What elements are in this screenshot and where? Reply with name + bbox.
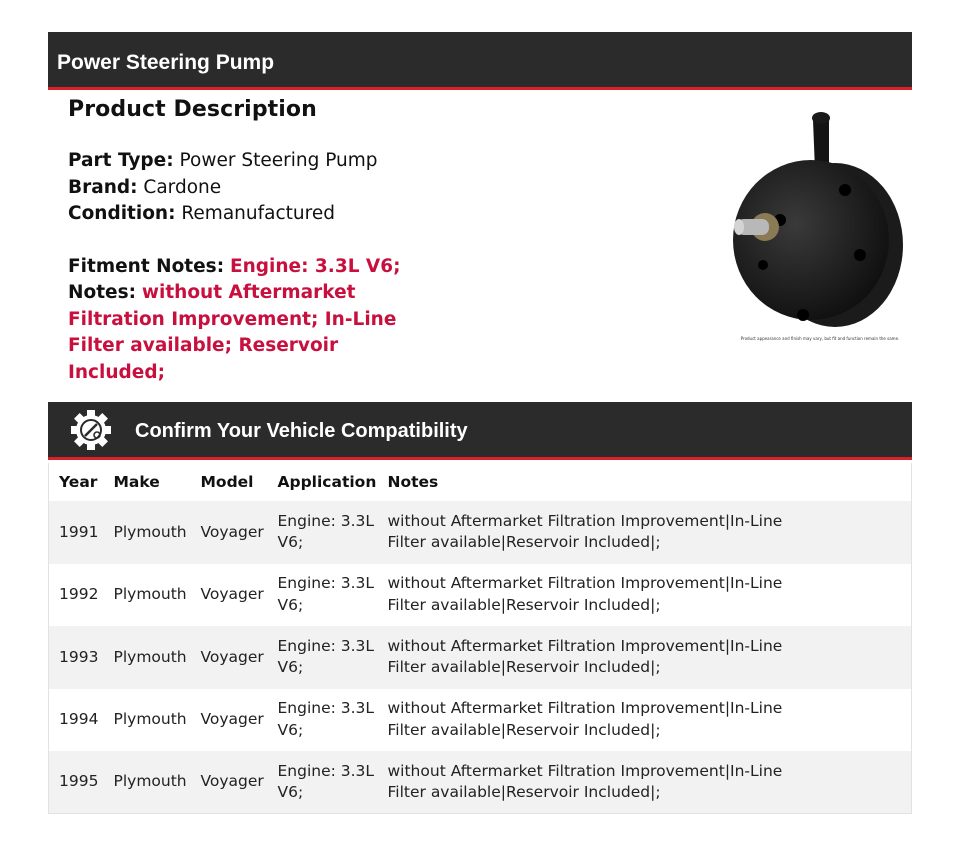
condition-row [68,201,668,228]
cell-make: Plymouth [104,501,191,564]
description-heading: Product Description [68,97,317,122]
table-header-row [49,463,912,501]
notes-label: Notes: [68,282,136,303]
cell-application: Engine: 3.3L V6; [277,574,375,614]
col-year: Year [59,473,98,491]
cell-model: Voyager [191,626,268,689]
compatibility-title: Confirm Your Vehicle Compatibility [135,420,468,442]
product-title-banner [48,32,912,90]
table-row [49,626,912,689]
part-type-label: Part Type: [68,150,174,171]
fitment-label: Fitment Notes: [68,255,225,277]
cell-year: 1994 [59,710,99,728]
fitment-row [68,254,668,281]
cell-year: 1995 [49,751,104,814]
cell-year: 1993 [49,626,104,689]
cell-application: Engine: 3.3L V6; [268,501,378,564]
cell-notes: without Aftermarket Filtration Improvement|In-Line Filter available|Reservoir Included|; [387,699,783,739]
product-description [68,97,668,386]
cell-notes: without Aftermarket Filtration Improvement|In-Line Filter available|Reservoir Included|; [378,751,912,814]
cell-application: Engine: 3.3L V6; [268,751,378,814]
condition-label: Condition: [68,203,176,224]
cell-model: Voyager [191,751,268,814]
cell-notes: without Aftermarket Filtration Improvement|In-Line Filter available|Reservoir Included|; [378,626,912,689]
cell-application: Engine: 3.3L V6; [268,626,378,689]
fitment-value: Engine: 3.3L V6; [229,255,401,277]
compatibility-table [48,463,912,814]
cell-model: Voyager [191,501,268,564]
table-row [49,751,912,814]
cell-year: 1991 [49,501,104,564]
cell-model: Voyager [200,585,264,603]
col-model: Model [200,473,254,491]
brand-label: Brand: [68,176,138,198]
compatibility-banner [48,402,912,460]
cell-notes: without Aftermarket Filtration Improvement|In-Line Filter available|Reservoir Included|; [378,501,912,564]
table-row [49,689,912,752]
cell-model: Voyager [200,710,264,728]
image-disclaimer: Product appearance and finish may vary, but fit and function remain the same. [740,336,900,341]
col-application: Application [277,473,377,491]
notes-value: without Aftermarket Filtration Improvement; In-Line Filter available; Reservoir Included; [68,282,397,383]
cell-notes: without Aftermarket Filtration Improvement|In-Line Filter available|Reservoir Included|; [387,574,783,614]
col-make: Make [113,473,160,491]
brand-value: Cardone [143,176,222,198]
col-notes: Notes [387,473,439,491]
cell-make: Plymouth [113,585,187,603]
table-row [49,501,912,564]
table-row [49,564,912,627]
cell-application: Engine: 3.3L V6; [277,699,375,739]
cell-make: Plymouth [104,626,191,689]
notes-row [68,280,438,386]
cell-year: 1992 [59,585,99,603]
gear-wrench-icon [69,408,113,452]
brand-row [68,175,668,202]
condition-value: Remanufactured [181,203,335,224]
product-title: Power Steering Pump [57,51,275,74]
cell-make: Plymouth [104,751,191,814]
cell-make: Plymouth [113,710,187,728]
product-image [725,105,905,335]
part-type-value: Power Steering Pump [179,150,378,171]
part-type-row [68,148,668,175]
